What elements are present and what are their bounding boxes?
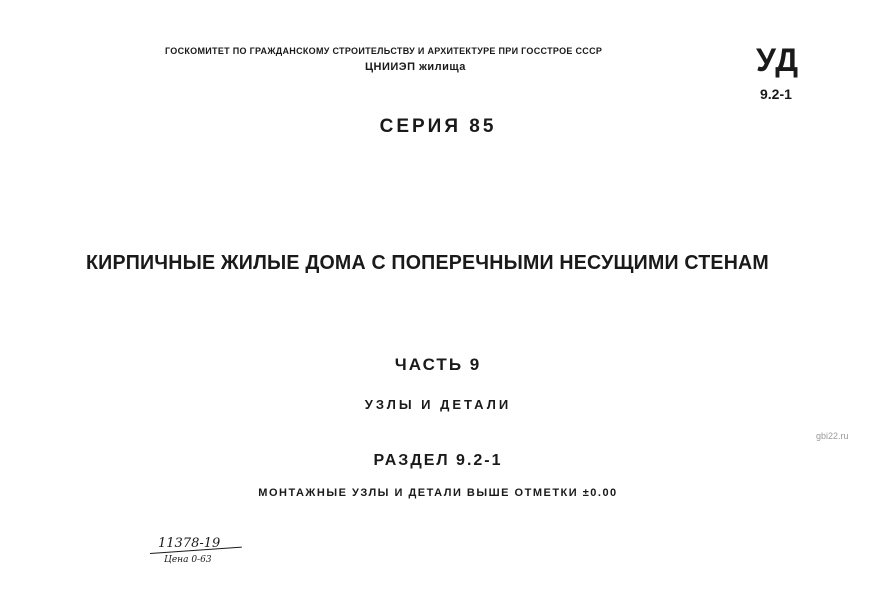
- series-title: СЕРИЯ 85: [379, 116, 497, 137]
- document-code: УД: [756, 42, 800, 78]
- document-code-number: 9.2-1: [760, 86, 792, 102]
- inventory-stamp: [150, 536, 246, 570]
- main-title: КИРПИЧНЫЕ ЖИЛЫЕ ДОМА С ПОПЕРЕЧНЫМИ НЕСУЩИМИ СТЕНАМ: [86, 252, 769, 274]
- stamp-price: Цена 0-63: [164, 555, 212, 565]
- stamp-number: 11378-19: [158, 536, 221, 551]
- section-label: РАЗДЕЛ 9.2-1: [373, 452, 503, 469]
- section-subtitle: МОНТАЖНЫЕ УЗЛЫ И ДЕТАЛИ ВЫШЕ ОТМЕТКИ ±0.00: [258, 487, 618, 499]
- part-subtitle: УЗЛЫ И ДЕТАЛИ: [364, 397, 512, 412]
- organization-header: ГОСКОМИТЕТ ПО ГРАЖДАНСКОМУ СТРОИТЕЛЬСТВУ И АРХИТЕКТУРЕ ПРИ ГОССТРОЕ СССР: [165, 46, 603, 56]
- institute-name: ЦНИИЭП жилища: [365, 61, 466, 73]
- part-label: ЧАСТЬ 9: [394, 355, 482, 374]
- watermark: gbi22.ru: [816, 431, 849, 441]
